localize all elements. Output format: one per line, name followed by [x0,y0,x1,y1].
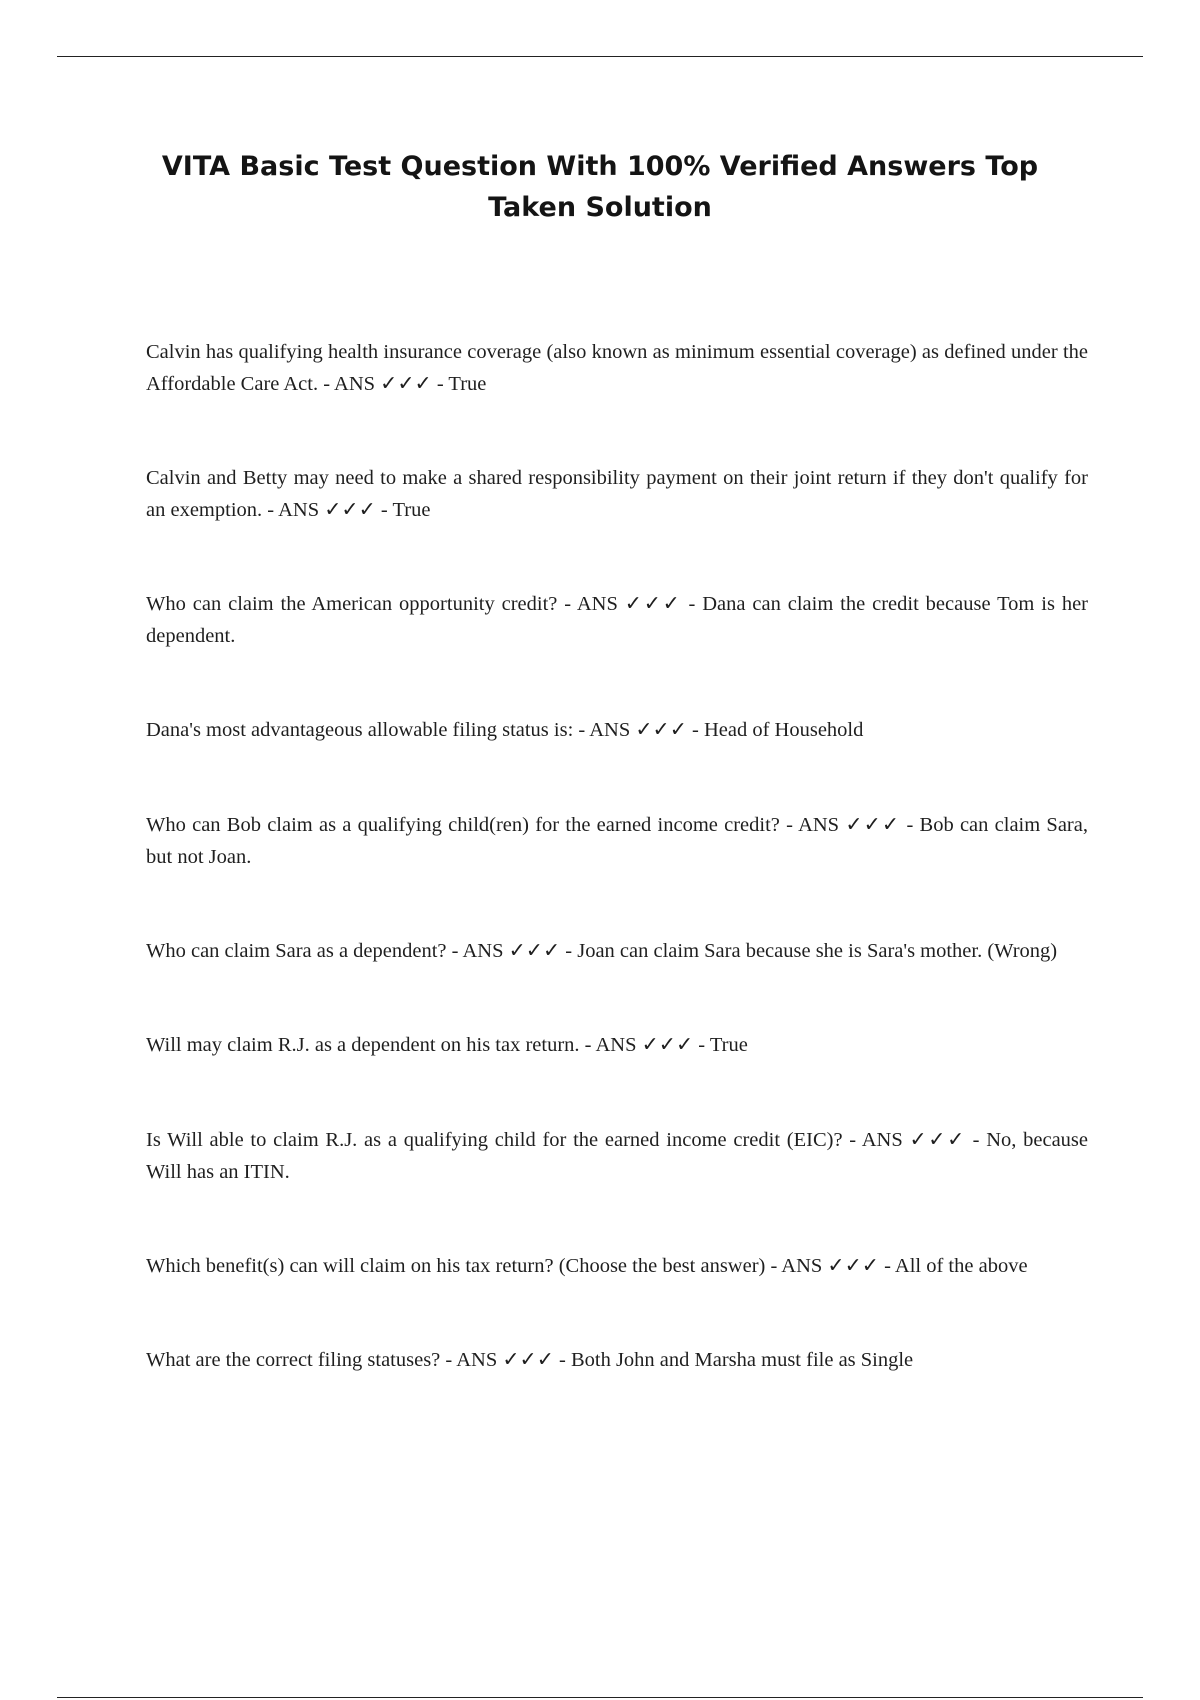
qa-list [146,336,1088,1376]
qa-item: Which benefit(s) can will claim on his tax return? (Choose the best answer) - ANS ✓✓✓ - All of the above [146,1255,1028,1277]
qa-item: Dana's most advantageous allowable filing status is: - ANS ✓✓✓ - Head of Household [146,719,864,741]
qa-item: Who can Bob claim as a qualifying child(ren) for the earned income credit? - ANS ✓✓✓ - Bob can claim Sara, but not Joan. [146,814,1088,868]
qa-item: Will may claim R.J. as a dependent on his tax return. - ANS ✓✓✓ - True [146,1034,748,1056]
qa-item: Calvin and Betty may need to make a shared responsibility payment on their joint return if they don't qualify for an exemption. - ANS ✓✓✓ - True [146,467,1088,521]
footer-rule [57,1697,1143,1698]
document-title: VITA Basic Test Question With 100% Verified Answers Top Taken Solution [161,151,1039,223]
qa-item: Calvin has qualifying health insurance coverage (also known as minimum essential coverage) as defined under the Affordable Care Act. - ANS ✓✓✓ - True [146,341,1088,395]
qa-item: Is Will able to claim R.J. as a qualifying child for the earned income credit (EIC)? - ANS ✓✓✓ - No, because Will has an ITIN. [146,1129,1088,1183]
header-rule [57,56,1143,57]
qa-item: Who can claim Sara as a dependent? - ANS ✓✓✓ - Joan can claim Sara because she is Sara's mother. (Wrong) [146,940,1058,962]
qa-item: What are the correct filing statuses? - ANS ✓✓✓ - Both John and Marsha must file as Single [146,1349,914,1371]
qa-item: Who can claim the American opportunity credit? - ANS ✓✓✓ - Dana can claim the credit because Tom is her dependent. [146,593,1088,647]
